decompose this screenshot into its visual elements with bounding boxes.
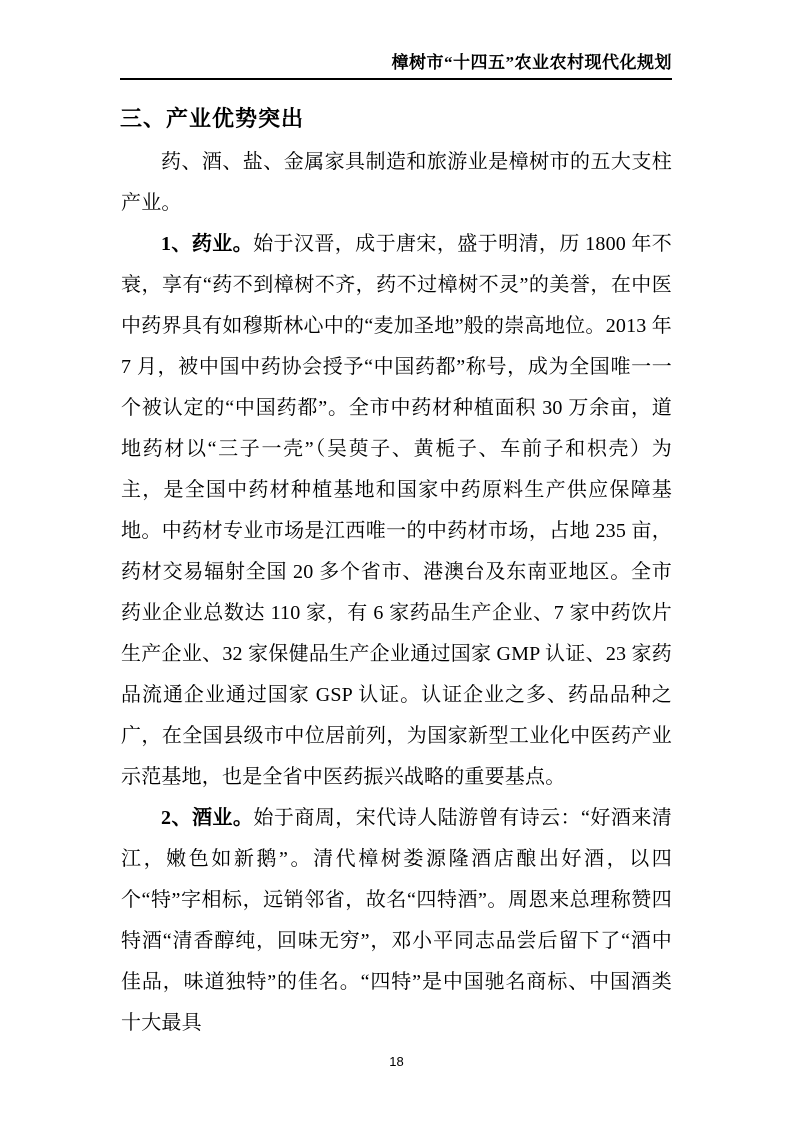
paragraph-intro-text: 药、酒、盐、金属家具制造和旅游业是樟树市的五大支柱产业。 xyxy=(121,150,672,214)
page-number: 18 xyxy=(389,1054,404,1069)
section-title: 三、产业优势突出 xyxy=(120,106,305,132)
paragraph-liquor xyxy=(121,798,672,1044)
paragraph-pharma-text: 始于汉晋，成于唐宋，盛于明清，历 1800 年不衰，享有“药不到樟树不齐，药不过樟树不灵”的美誉，在中医中药界具有如穆斯林心中的“麦加圣地”般的崇高地位。2013 年 7 月，被中国中药协会授予“中国药都”称号，成为全国唯一一个被认定的“中国药都”。全市中药材种植面积 30 万余亩，道地药材以“三子一壳”（吴萸子、黄栀子、车前子和枳壳）为主，是全国中药材种植基地和国家中药原料生产供应保障基地。中药材专业市场是江西唯一的中药材市场，占地 235 亩，药材交易辐射全国 20 多个省市、港澳台及东南亚地区。全市药业企业总数达 110 家，有 6 家药品生产企业、7 家中药饮片生产企业、32 家保健品生产企业通过国家 GMP 认证、23 家药品流通企业通过国家 GSP 认证。认证企业之多、药品品种之广，在全国县级市中位居前列，为国家新型工业化中医药产业示范基地，也是全省中医药振兴战略的重要基点。 xyxy=(121,232,673,788)
document-body xyxy=(121,142,672,1044)
paragraph-liquor-text: 始于商周，宋代诗人陆游曾有诗云：“好酒来清江，嫩色如新鹅”。清代樟树娄源隆酒店酿出好酒，以四个“特”字相标，远销邻省，故名“四特酒”。周恩来总理称赞四特酒“清香醇纯，回味无穷”，邓小平同志品尝后留下了“酒中佳品，味道独特”的佳名。“四特”是中国驰名商标、中国酒类十大最具 xyxy=(121,806,673,1034)
paragraph-pharma xyxy=(121,224,672,798)
paragraph-intro xyxy=(121,142,672,224)
paragraph-pharma-lead: 1、药业。 xyxy=(161,232,254,255)
page-header-title: 樟树市“十四五”农业农村现代化规划 xyxy=(120,0,672,80)
paragraph-liquor-lead: 2、酒业。 xyxy=(161,806,254,829)
